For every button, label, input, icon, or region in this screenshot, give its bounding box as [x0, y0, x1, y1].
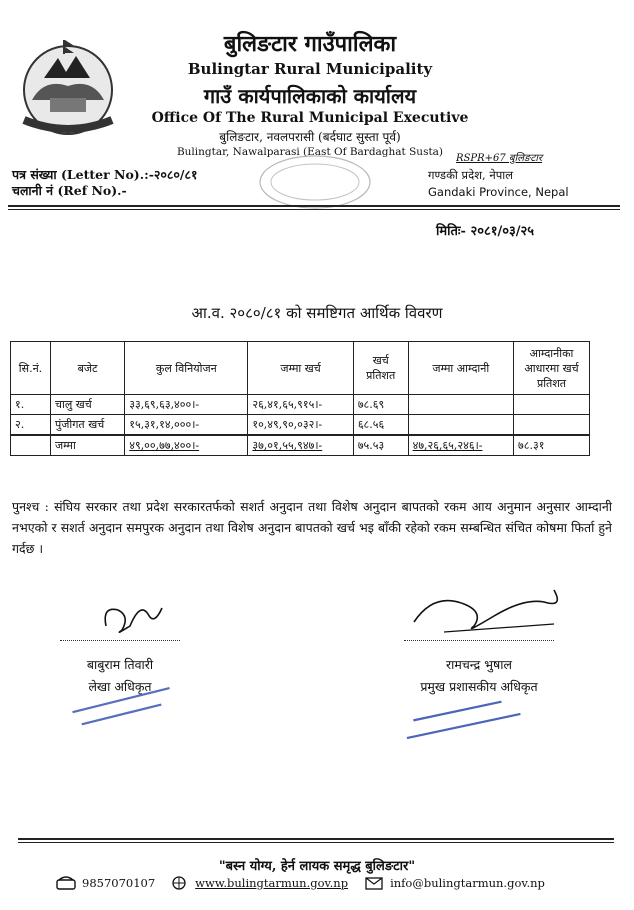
province-nepali: गण्डकी प्रदेश, नेपाल	[428, 168, 514, 182]
header-cell: जम्मा आम्दानी	[408, 342, 513, 395]
footer-contacts	[56, 876, 545, 890]
left-signature	[100, 596, 170, 640]
table-cell: ३७,०१,५५,९४७।-	[248, 435, 353, 456]
header-cell: सि.नं.	[11, 342, 51, 395]
table-cell	[514, 415, 590, 436]
table-cell: ७८.३१	[514, 435, 590, 456]
table-cell	[408, 415, 513, 436]
postscript-note: पुनश्च : संघिय सरकार तथा प्रदेश सरकारतर्फको सशर्त अनुदान तथा विशेष अनुदान बापतको रकम आय अनुमान अनुसार आम्दानी नभएको र सशर्त अनुदान समपुरक अनुदान तथा विशेष अनुदान बापतको खर्च भइ बाँकी रहेको रकम सम्बन्धित संचित कोषमा फिर्ता हुने गर्दछ ।	[12, 499, 612, 556]
table-cell	[11, 435, 51, 456]
nepal-emblem-logo	[14, 38, 122, 138]
table-cell: ६८.५६	[353, 415, 408, 436]
table-cell: जम्मा	[50, 435, 124, 456]
table-header-row	[11, 342, 590, 395]
right-signatory-name: रामचन्द्र भुषाल	[446, 657, 512, 672]
document-title: आ.व. २०८०/८१ को समष्टिगत आर्थिक विवरण	[191, 304, 443, 322]
left-blue-stamp	[64, 680, 180, 728]
right-signature	[404, 582, 574, 644]
header-cell: आम्दानीका आधारमा खर्च प्रतिशत	[514, 342, 590, 395]
globe-icon	[169, 876, 189, 890]
letter-number: पत्र संख्या (Letter No).:-२०८०/८१	[12, 167, 198, 182]
footer-divider-thin	[18, 842, 614, 843]
right-blue-stamp	[400, 692, 526, 744]
email-address[interactable]: info@bulingtarmun.gov.np	[390, 876, 545, 890]
reference-block	[12, 167, 197, 199]
footer-divider	[18, 838, 614, 840]
left-signatory-designation: लेखा अधिकृत	[88, 679, 152, 694]
municipality-name-nepali: बुलिङटार गाउँपालिका	[223, 31, 397, 57]
financial-summary-table	[10, 341, 590, 456]
table-cell: १०,४९,९०,०३२।-	[248, 415, 353, 436]
header-cell: खर्च प्रतिशत	[353, 342, 408, 395]
footer-slogan: "बस्न योग्य, हेर्न लायक समृद्ध बुलिङटार"	[218, 859, 416, 874]
table-cell: ४९,००,७७,४००।-	[125, 435, 248, 456]
phone-number: 9857070107	[82, 876, 156, 890]
table-cell	[514, 395, 590, 415]
address-english: Bulingtar, Nawalparasi (East Of Bardaghat Susta)	[176, 146, 444, 158]
table-cell: ३३,६९,६३,४००।-	[125, 395, 248, 415]
table-row	[11, 395, 590, 415]
table-cell: ७५.५३	[353, 435, 408, 456]
table-cell: ७८.६९	[353, 395, 408, 415]
table-total-row	[11, 435, 590, 456]
table-cell: २६,४१,६५,९१५।-	[248, 395, 353, 415]
left-signature-line	[60, 640, 180, 641]
address-nepali: बुलिङटार, नवलपरासी (बर्दघाट सुस्ता पूर्व)	[219, 130, 401, 144]
header-cell: कुल विनियोजन	[125, 342, 248, 395]
right-signatory-designation: प्रमुख प्रशासकीय अधिकृत	[420, 679, 538, 694]
header-divider	[8, 205, 620, 207]
left-signatory-name: बाबुराम तिवारी	[86, 657, 154, 672]
table-cell: २.	[11, 415, 51, 436]
header-cell: बजेट	[50, 342, 124, 395]
right-signature-line	[404, 640, 554, 641]
office-name-english: Office Of The Rural Municipal Executive	[151, 110, 469, 126]
email-icon	[364, 876, 384, 890]
registration-note: RSPR+67 बुलिङटार	[456, 153, 543, 164]
table-cell: चालु खर्च	[50, 395, 124, 415]
office-name-nepali: गाउँ कार्यपालिकाको कार्यालय	[203, 84, 417, 108]
table-cell	[408, 395, 513, 415]
table-cell: ४७,२६,६५,२४६।-	[408, 435, 513, 456]
phone-icon	[56, 876, 76, 890]
province-block	[428, 167, 569, 201]
table-cell: पुंजीगत खर्च	[50, 415, 124, 436]
document-date: मितिः- २०८१/०३/२५	[436, 224, 535, 239]
table-cell: १५,३१,१४,०००।-	[125, 415, 248, 436]
header-cell: जम्मा खर्च	[248, 342, 353, 395]
dispatch-number: चलानी नं (Ref No).-	[12, 183, 127, 198]
municipality-name-english: Bulingtar Rural Municipality	[187, 60, 433, 78]
table-cell: १.	[11, 395, 51, 415]
table-row	[11, 415, 590, 436]
website-link[interactable]: www.bulingtarmun.gov.np	[195, 876, 349, 890]
province-english: Gandaki Province, Nepal	[428, 185, 569, 199]
header-divider-thin	[8, 209, 620, 210]
office-stamp	[252, 150, 378, 218]
